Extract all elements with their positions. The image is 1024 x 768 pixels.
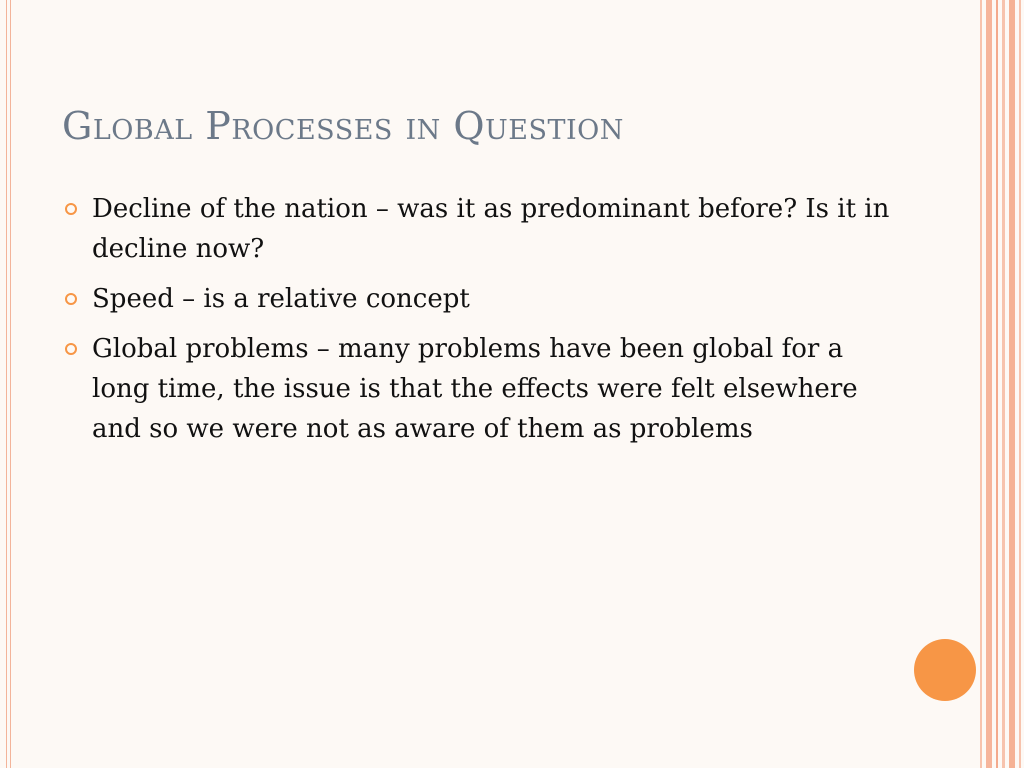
stripe bbox=[1002, 0, 1005, 768]
bullet-text: Global problems – many problems have been global for a long time, the issue is that the effects were felt elsewhere and so we were not as aware of them as problems bbox=[92, 334, 858, 444]
hollow-circle-bullet-icon bbox=[65, 203, 77, 215]
bullet-item bbox=[62, 189, 892, 269]
stripe bbox=[996, 0, 998, 768]
stripe bbox=[1019, 0, 1021, 768]
bullet-item bbox=[62, 279, 892, 319]
bullet-text: Decline of the nation – was it as predominant before? Is it in decline now? bbox=[92, 194, 890, 264]
hollow-circle-bullet-icon bbox=[65, 343, 77, 355]
left-border-decoration bbox=[6, 0, 11, 768]
right-stripe-decoration bbox=[980, 0, 1024, 768]
bullet-item bbox=[62, 329, 892, 449]
bullet-text: Speed – is a relative concept bbox=[92, 284, 470, 314]
stripe bbox=[986, 0, 992, 768]
bullet-list bbox=[62, 189, 892, 459]
stripe bbox=[1009, 0, 1015, 768]
stripe bbox=[980, 0, 982, 768]
hollow-circle-bullet-icon bbox=[65, 293, 77, 305]
orange-circle-icon bbox=[914, 639, 976, 701]
slide-title: Global Processes in Question bbox=[62, 104, 624, 148]
